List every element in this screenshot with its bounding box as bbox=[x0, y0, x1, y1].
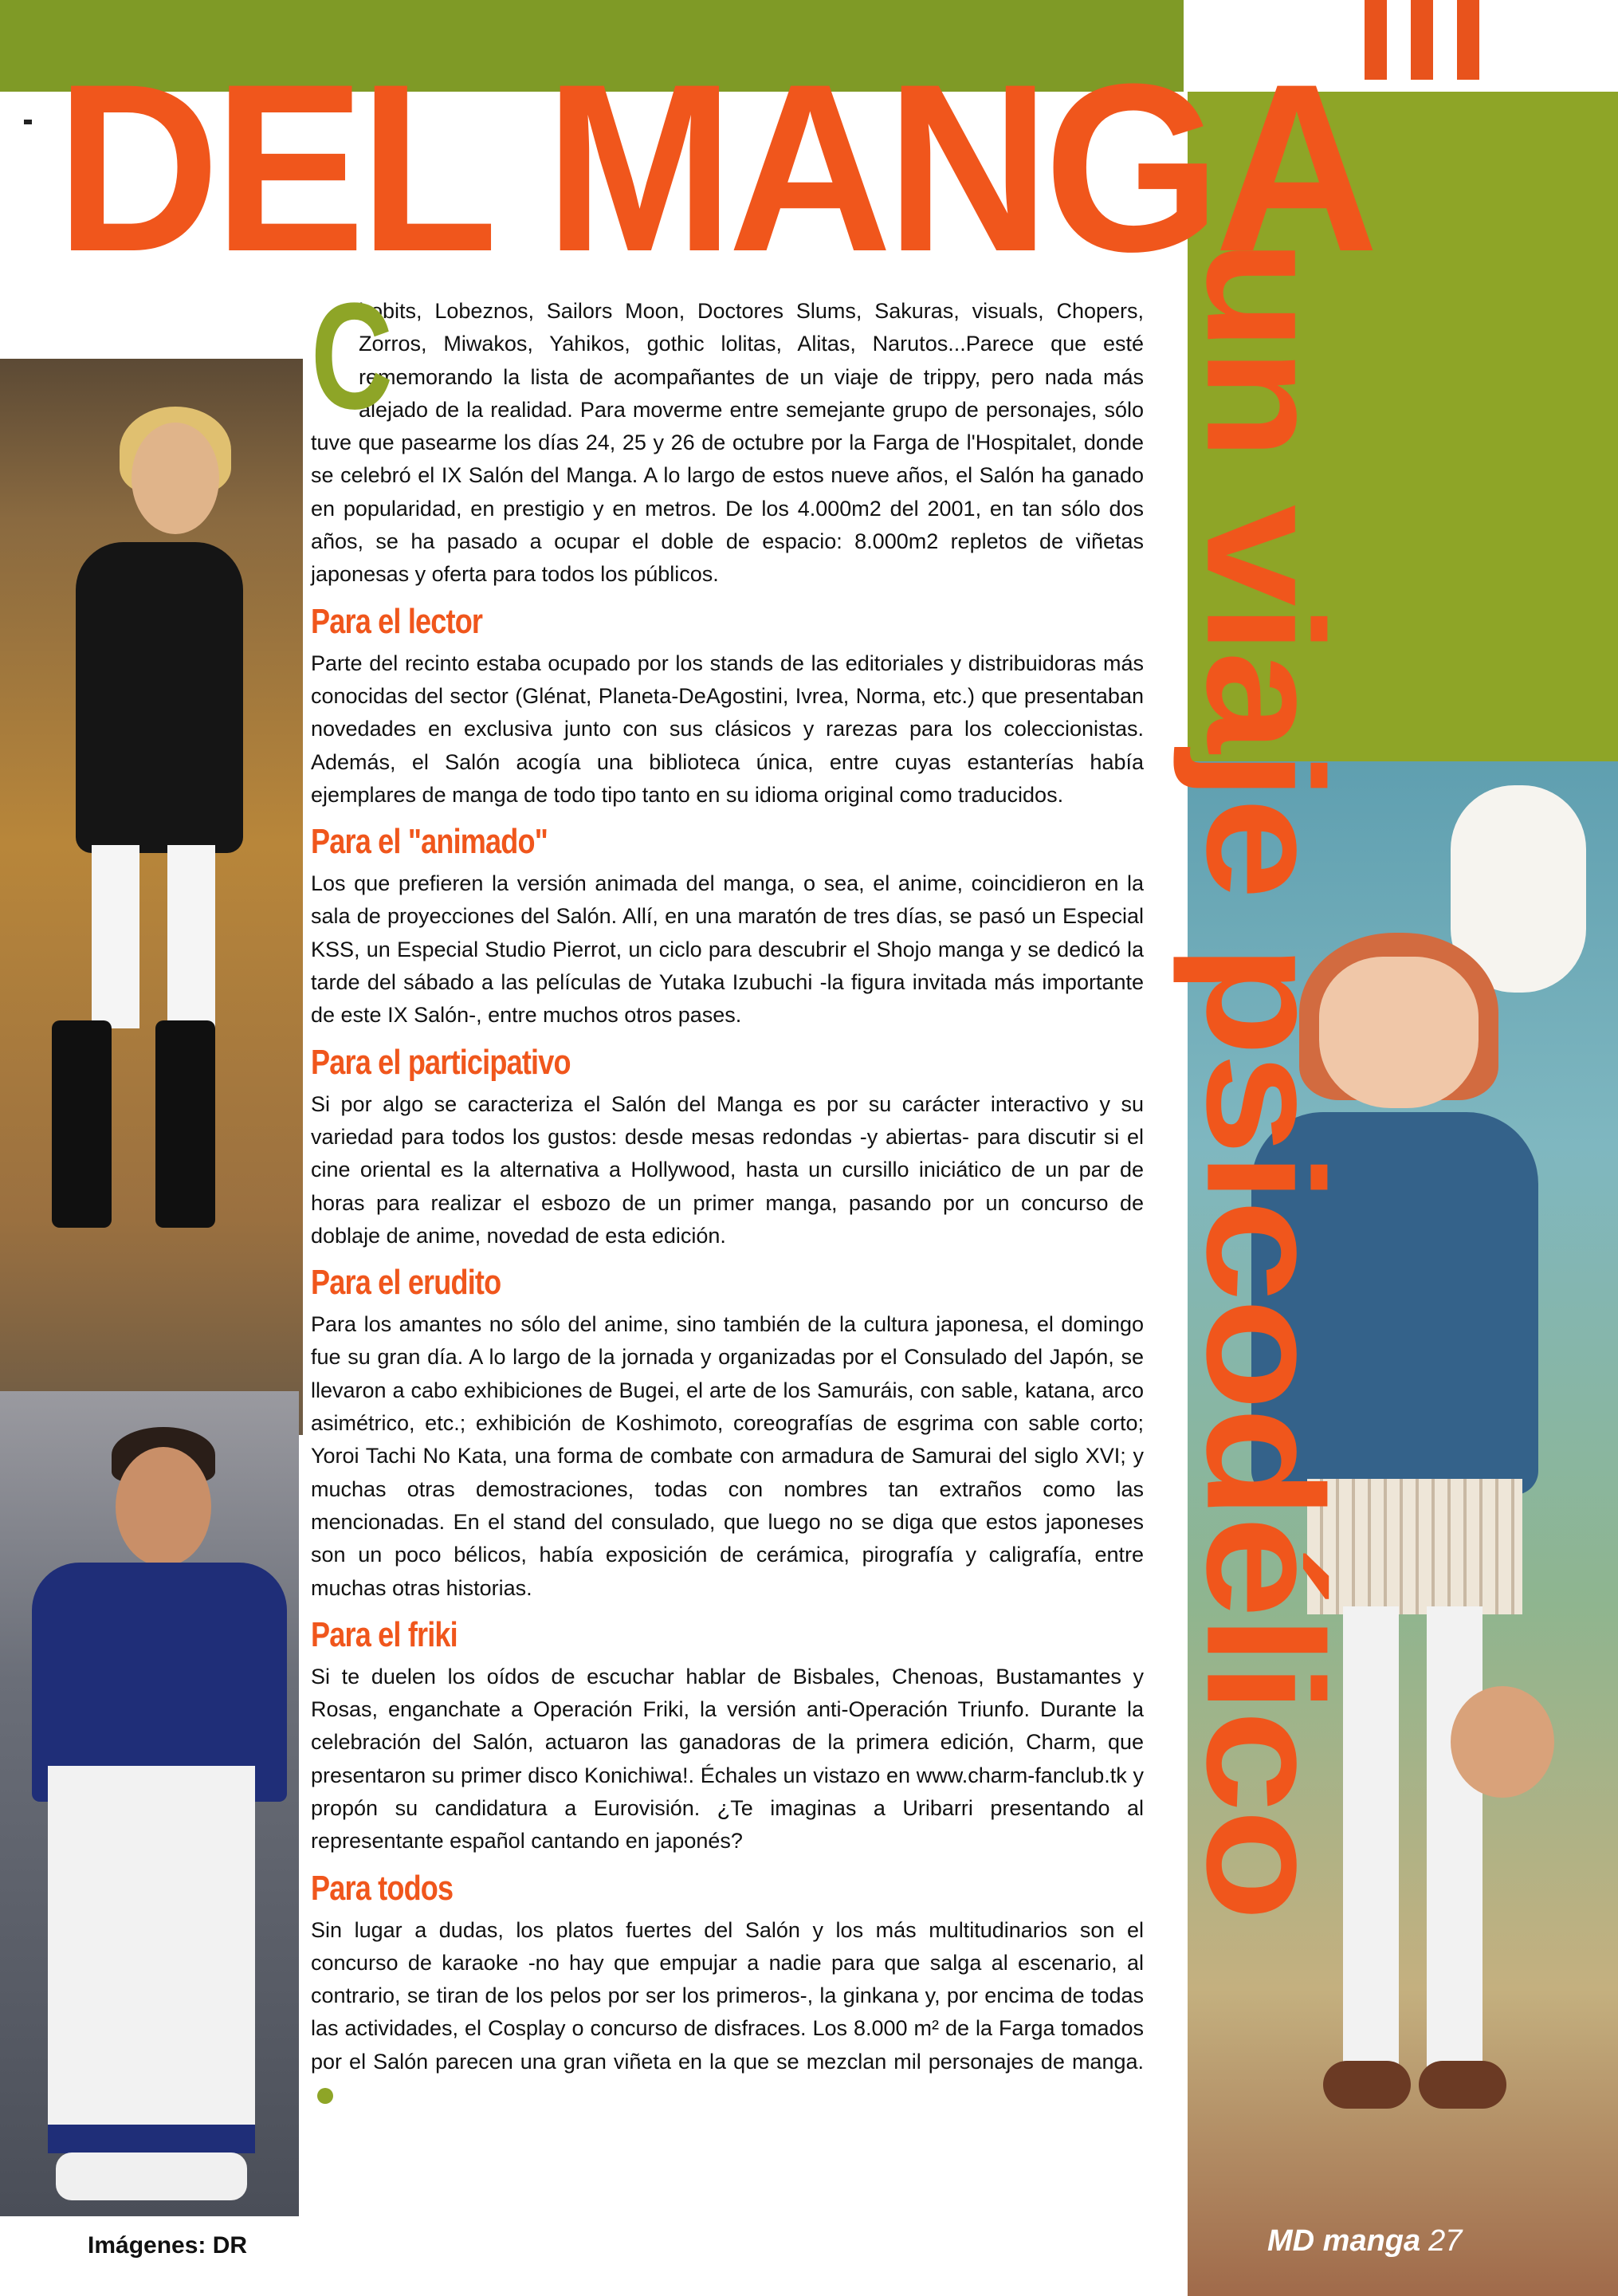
photo-figure-feet bbox=[56, 2152, 247, 2200]
photo-figure-leg bbox=[92, 845, 139, 1028]
character-shoe bbox=[1323, 2061, 1411, 2109]
vertical-subtitle bbox=[1172, 239, 1357, 1918]
intro-text: hobits, Lobeznos, Sailors Moon, Doctores Slums, Sakuras, visuals, Chopers, Zorros, Miwakos, Yahikos, gothic lolitas, Alitas, Narutos...Parece que esté rememorando la lista de acompañantes de un viaje de trippy, pero nada más alejado de la realidad. Para moverme entre semejante grupo de personajes, sólo tuve que pasearme los días 24, 25 y 26 de octubre por la Farga de l'Hospitalet, donde se celebró el IX Salón del Manga. A lo largo de estos nueve años, el Salón ha ganado en popularidad, en prestigio y en metros. De los 4.000m2 del 2001, en tan sólo dos años, se ha pasado a ocupar el doble de espacio: 8.000m2 repletos de viñetas japonesas y oferta para todos los públicos. bbox=[311, 299, 1144, 587]
character-leg bbox=[1427, 1606, 1483, 2069]
section-heading: Para el participativo bbox=[311, 1042, 571, 1082]
cosplayer-photo-2 bbox=[0, 1391, 299, 2216]
section-heading: Para el friki bbox=[311, 1614, 458, 1654]
photo-figure-skirt bbox=[48, 1766, 255, 2153]
article-body bbox=[311, 272, 1144, 2111]
page-number: 27 bbox=[1428, 2224, 1463, 2258]
section-text-content: Sin lugar a dudas, los platos fuertes del Salón y los más multitudinarios son el concurso de karaoke -no hay que empujar a nadie para que salga al escenario, al contrario, se tiran de los pelos por ser los primeros-, la ginkana y, por encima de todas las actividades, el Cosplay o concurso de disfraces. Los 8.000 m² de la Farga tomados por el Salón parecen una gran viñeta en la que se mezclan mil personajes de manga. bbox=[311, 1917, 1144, 2074]
page-title: DEL MANGA bbox=[56, 33, 1373, 301]
cosplayer-photo-1 bbox=[0, 359, 303, 1435]
background-person bbox=[1451, 1686, 1554, 1798]
photo-figure-head bbox=[132, 423, 219, 534]
section-heading: Para el erudito bbox=[311, 1263, 501, 1303]
section-heading: Para el "animado" bbox=[311, 822, 548, 862]
drop-cap: C bbox=[311, 272, 393, 441]
section-heading: Para todos bbox=[311, 1868, 454, 1908]
magazine-name: MD manga bbox=[1267, 2224, 1421, 2258]
photo-figure-boot bbox=[52, 1020, 112, 1228]
image-credit: Imágenes: DR bbox=[88, 2232, 248, 2259]
decor-stripe bbox=[1457, 0, 1479, 80]
section-heading: Para el lector bbox=[311, 601, 483, 641]
end-bullet-icon bbox=[317, 2088, 333, 2104]
section-text: Si por algo se caracteriza el Salón del Manga es por su carácter interactivo y su variedad para todos los gustos: desde mesas redondas -y abiertas- para discutir si el cine oriental es la alternativa a Hollywood, hasta un cursillo iniciático de un par de horas para realizar el esbozo de un primer manga, pasando por un concurso de doblaje de anime, novedad de esta edición. bbox=[311, 1091, 1144, 1248]
photo-figure-leg bbox=[167, 845, 215, 1028]
subtitle-part2: psicodélico bbox=[1172, 944, 1357, 1918]
section-text: Los que prefieren la versión animada del manga, o sea, el anime, coincidieron en la sala de proyecciones del Salón. Allí, en una maratón de tres días, se pasó un Especial KSS, un Especial Studio Pierrot, un ciclo para descubrir el Shojo manga y se dedicó la tarde del sábado a las películas de Yutaka Izubuchi -la figura invitada más importante de este IX Salón-, entre muchos otros pases. bbox=[311, 871, 1144, 1028]
photo-figure-dress bbox=[76, 542, 243, 853]
intro-paragraph bbox=[311, 272, 1144, 592]
print-mark bbox=[24, 120, 32, 124]
section-text bbox=[311, 1914, 1144, 2112]
page-footer bbox=[1267, 2224, 1462, 2259]
section-text: Si te duelen los oídos de escuchar hablar de Bisbales, Chenoas, Bustamantes y Rosas, enganchate a Operación Friki, la versión anti-Operación Triunfo. Durante la celebración del Salón, actuaron las ganadoras de la primera edición, Charm, que presentaron su primer disco Konichiwa!. Échales un vistazo en www.charm-fanclub.tk y propón su candidatura a Eurovisión. ¿Te imaginas a Uribarri presentando al representante español cantando en japonés? bbox=[311, 1664, 1144, 1854]
character-shoe bbox=[1419, 2061, 1506, 2109]
photo-figure-boot bbox=[155, 1020, 215, 1228]
subtitle-part1: un viaje bbox=[1172, 239, 1357, 897]
section-text: Parte del recinto estaba ocupado por los stands de las editoriales y distribuidoras más conocidas del sector (Glénat, Planeta-DeAgostini, Ivrea, Norma, etc.) que presentaban novedades en exclusiva junto con sus clásicos y rarezas para los coleccionistas. Además, el Salón acogía una biblioteca única, entre cuyas estanterías había ejemplares de manga de todo tipo tanto en su idioma original como traducidos. bbox=[311, 651, 1144, 807]
decor-stripe bbox=[1411, 0, 1433, 80]
photo-figure-head bbox=[116, 1447, 211, 1567]
section-text: Para los amantes no sólo del anime, sino también de la cultura japonesa, el domingo fue su gran día. A lo largo de la jornada y organizadas por el Consulado del Japón, se llevaron a cabo exhibiciones de Bugei, el arte de los Samuráis, con sable, katana, arco asimétrico, etc.; exhibición de Koshimoto, coreografías de esgrima con sable corto; Yoroi Tachi No Kata, una forma de combate con armadura de Samurai del siglo XVI; y muchas otras demostraciones, todas con nombres tan extraños como las mencionadas. En el stand del consulado, que luego no se diga que estos japoneses son un poco bélicos, había exposición de cerámica, pirografía y caligrafía, entre muchas otras historias. bbox=[311, 1312, 1144, 1600]
